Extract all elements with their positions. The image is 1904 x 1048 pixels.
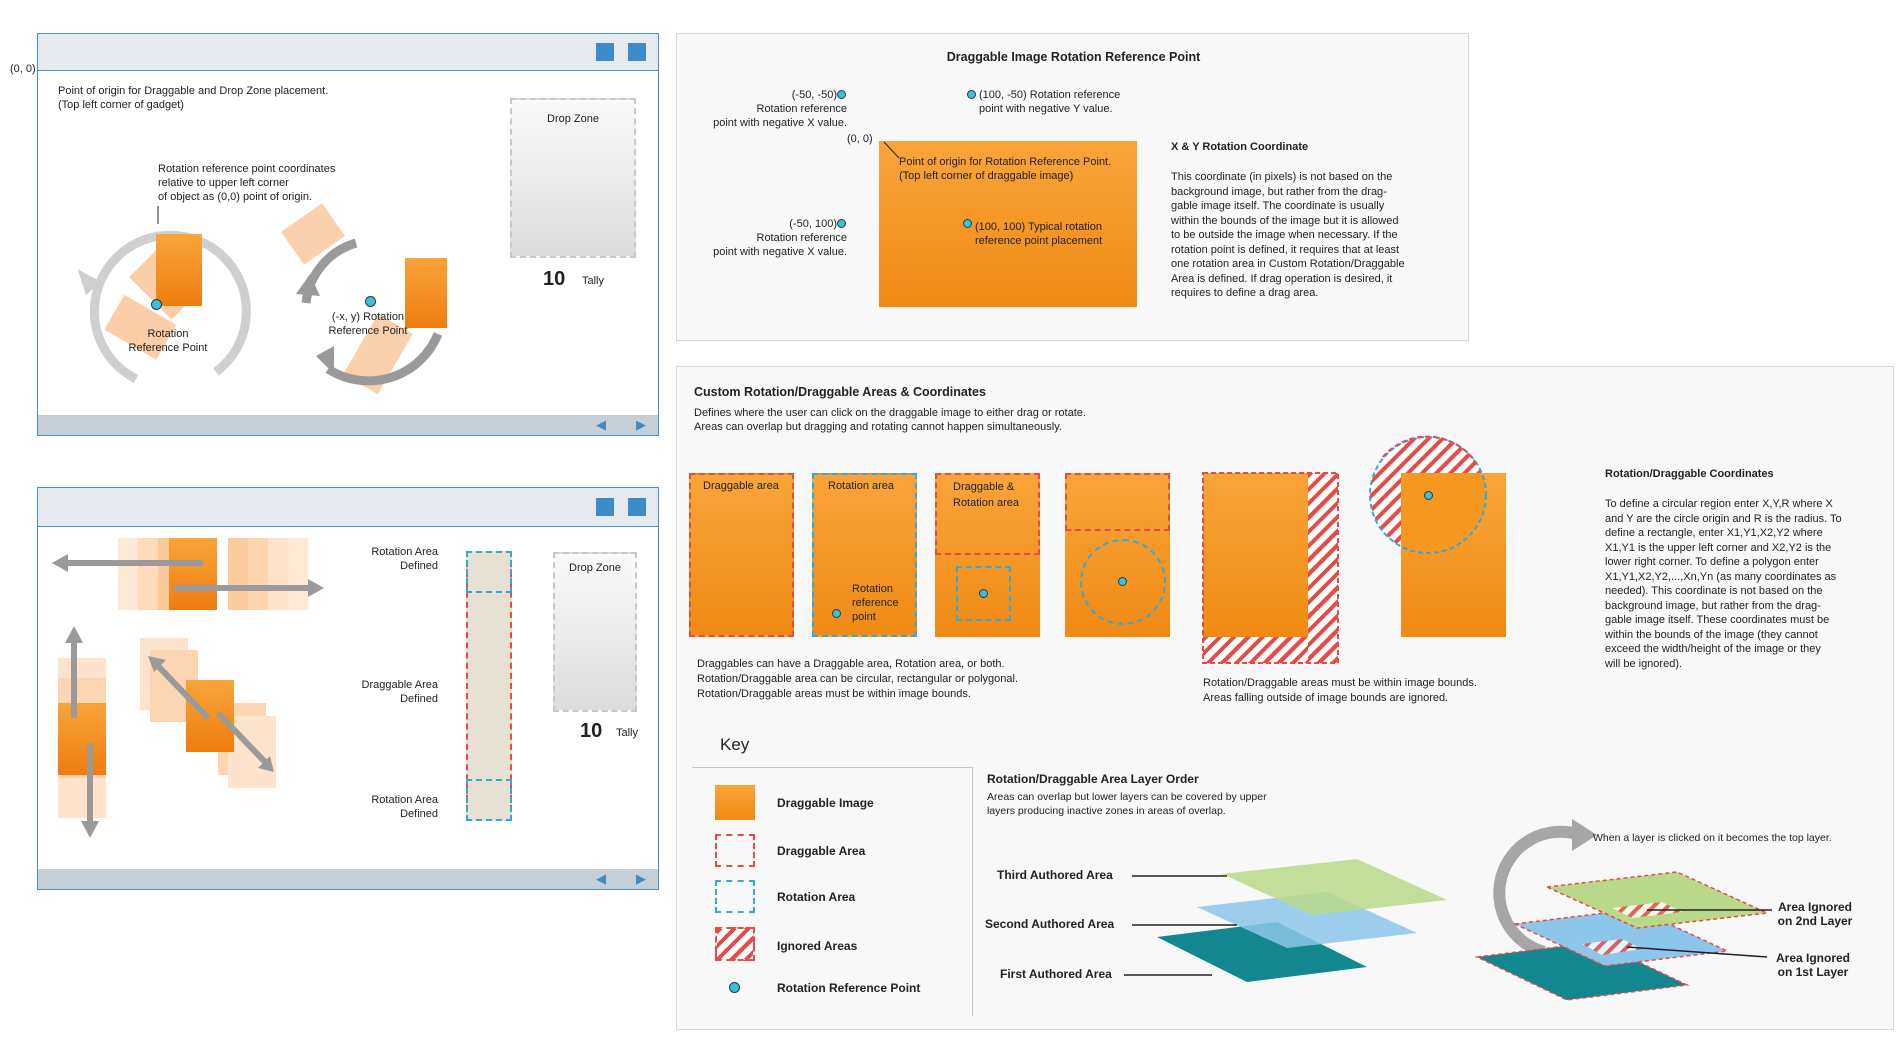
key-item-3: Rotation Area: [777, 890, 856, 904]
layer-stack-diagram: [677, 367, 1895, 1031]
drop-zone[interactable]: [553, 552, 637, 712]
reference-point-panel: [676, 33, 1469, 341]
coords-heading: Rotation/Draggable Coordinates: [1605, 468, 1774, 480]
origin-coord: (0, 0): [847, 133, 873, 145]
origin-pointer: [677, 34, 977, 174]
layer-heading: Rotation/Draggable Area Layer Order: [987, 772, 1199, 786]
next-arrow-icon[interactable]: ▶: [636, 417, 646, 432]
prev-arrow-icon[interactable]: ◀: [596, 417, 606, 432]
rotation-area-outline-top: [466, 551, 512, 593]
ignored2-label: Area Ignored on 2nd Layer: [1777, 900, 1853, 928]
tally-label: Tally: [582, 275, 605, 287]
panel-title: Custom Rotation/Draggable Areas & Coordinates: [694, 385, 986, 399]
prev-arrow-icon[interactable]: ◀: [596, 871, 606, 886]
key-item-4: Ignored Areas: [777, 939, 858, 953]
key-title: Key: [720, 735, 750, 754]
box3-label: Draggable & Rotation area: [953, 481, 1020, 509]
drag-area-label: Draggable Area Defined: [361, 679, 438, 705]
note-left: Draggables can have a Draggable area, Rotation area, or both. Rotation/Draggable area can be circular, rectangular or polygonal. Rotation/Draggable areas must be within image bounds.: [697, 658, 1019, 700]
gadget-window-2: [37, 487, 659, 890]
pt1-coord: (-50, -50): [791, 89, 837, 101]
note-mid: Rotation/Draggable areas must be within image bounds. Areas falling outside of image bounds are ignored.: [1203, 677, 1477, 704]
rotation-reference-point-icon: [365, 296, 376, 307]
panel-title: Draggable Image Rotation Reference Point: [946, 50, 1201, 64]
layer1-label: First Authored Area: [1000, 967, 1112, 981]
layer2-label: Second Authored Area: [985, 917, 1115, 931]
pt3-text: Rotation reference point with negative X value.: [713, 232, 847, 258]
gadget-window-1: [37, 33, 659, 436]
drop-zone-label: Drop Zone: [547, 113, 599, 125]
neg-ref-label: (-x, y) Rotation Reference Point: [328, 311, 408, 337]
xy-body: This coordinate (in pixels) is not based on the background image, but rather from the drag- gable image itself. The coordinate is usually within the bounds of the image but it is allowed to be outside the image when necessary. If the rotation point is defined, it requires that at least one rotation area in Custom Rotation/Draggable Area is defined. If drag operation is desired, it requires to define a drag area.: [1171, 171, 1405, 299]
pt3-coord: (-50, 100): [789, 218, 837, 230]
click-note: When a layer is clicked on it becomes the top layer.: [1593, 832, 1832, 844]
key-item-5: Rotation Reference Point: [777, 981, 921, 995]
rot-area-bottom-label: Rotation Area Defined: [371, 794, 438, 820]
window-bottom-bar: [38, 415, 658, 435]
areas-panel: [676, 366, 1894, 1030]
box2-label: Rotation area: [828, 480, 895, 492]
rot-area-top-label: Rotation Area Defined: [371, 546, 438, 572]
pt4-text: (100, 100) Typical rotation reference point placement: [975, 221, 1103, 247]
box2-point-label: Rotation reference point: [852, 583, 899, 623]
pt1-text: Rotation reference point with negative X value.: [713, 103, 847, 129]
rotation-reference-point-icon: [963, 219, 972, 228]
key-item-1: Draggable Image: [777, 796, 874, 810]
rotation-area-outline-bottom: [466, 779, 512, 821]
origin-coord-label: (0, 0): [10, 63, 36, 75]
coords-note: Rotation reference point coordinates relative to upper left corner of object as (0,0) point of origin.: [158, 163, 336, 203]
panel-intro: Defines where the user can click on the draggable image to either drag or rotate. Areas can overlap but dragging and rotating cannot happen simultaneously.: [694, 407, 1086, 433]
layer-body: Areas can overlap but lower layers can be covered by upper layers producing inactive zones in areas of overlap.: [987, 791, 1267, 817]
coords-body: To define a circular region enter X,Y,R where X and Y are the circle origin and R is the radius. To define a rectangle, enter X1,Y1,X2,Y2 where X1,Y1 is the upper left corner and X2,Y2 is the lower right corner. To define a polygon enter X1,Y1,X2,Y2,...,Xn,Yn (as many coordinates as needed). This coordinate is not based on the background image, but rather from the drag- gable image itself. These coordinates must be within the bounds of the image (they cannot exceed the width/height of the image or they will be ignored).: [1605, 498, 1842, 670]
next-arrow-icon[interactable]: ▶: [636, 871, 646, 886]
pt2-text: (100, -50) Rotation reference point with negative Y value.: [979, 89, 1121, 115]
rotation-reference-point-icon: [837, 219, 846, 228]
origin-text: Point of origin for Rotation Reference Point. (Top left corner of draggable image): [899, 156, 1112, 182]
key-item-2: Draggable Area: [777, 844, 866, 858]
xy-heading: X & Y Rotation Coordinate: [1171, 141, 1309, 153]
box1-label: Draggable area: [703, 480, 779, 492]
tally-label: Tally: [616, 727, 639, 739]
window-bottom-bar: [38, 869, 658, 889]
origin-note: Point of origin for Draggable and Drop Zone placement. (Top left corner of gadget): [58, 85, 329, 111]
tally-value: 10: [580, 720, 603, 742]
drop-zone-label: Drop Zone: [569, 562, 621, 574]
layer3-label: Third Authored Area: [997, 868, 1113, 882]
ref-point-label: Rotation Reference Point: [128, 328, 208, 354]
tally-value: 10: [543, 268, 566, 290]
ignored1-label: Area Ignored on 1st Layer: [1775, 951, 1850, 979]
